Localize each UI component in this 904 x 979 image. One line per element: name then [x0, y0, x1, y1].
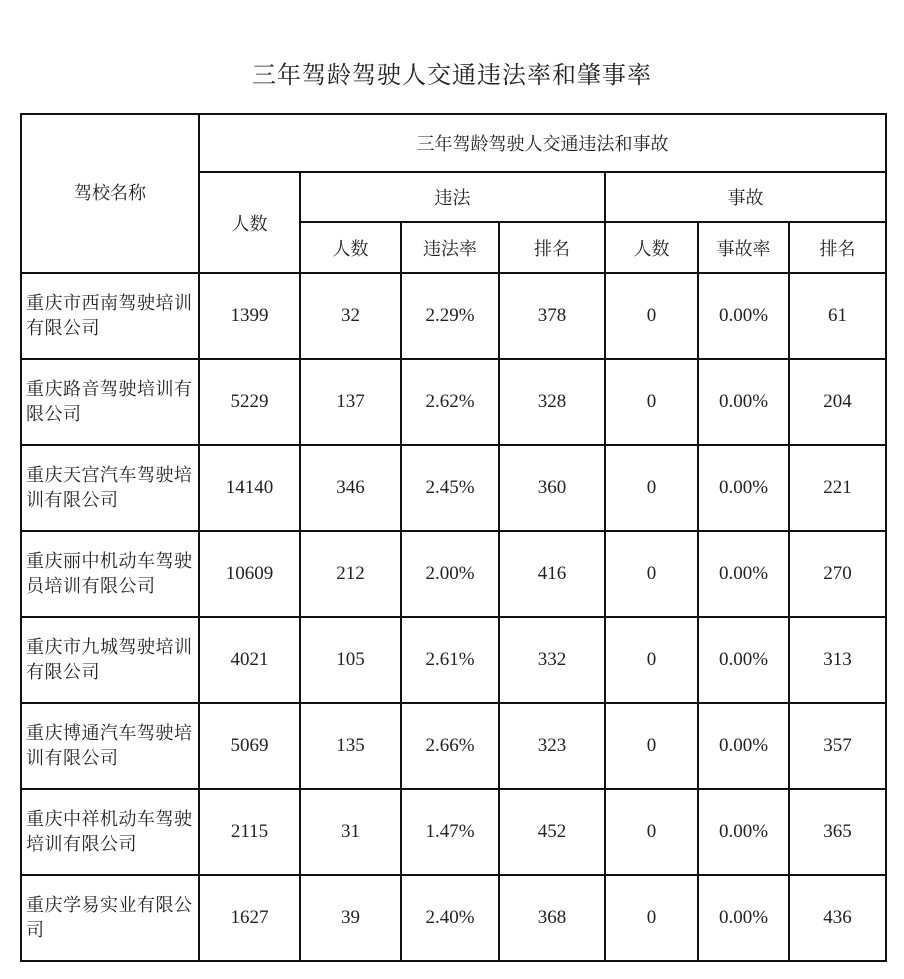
- count-cell: 2115: [199, 789, 300, 875]
- school-name-cell: 重庆市西南驾驶培训有限公司: [21, 273, 199, 359]
- school-name-cell: 重庆学易实业有限公司: [21, 875, 199, 961]
- v-count-cell: 105: [300, 617, 401, 703]
- school-name-cell: 重庆中祥机动车驾驶培训有限公司: [21, 789, 199, 875]
- v-count-cell: 39: [300, 875, 401, 961]
- a-rank-cell: 270: [789, 531, 886, 617]
- v-rate-cell: 2.45%: [401, 445, 499, 531]
- header-accident-rate: 事故率: [698, 222, 789, 273]
- a-rank-cell: 61: [789, 273, 886, 359]
- a-rate-cell: 0.00%: [698, 703, 789, 789]
- a-count-cell: 0: [605, 445, 698, 531]
- v-rank-cell: 378: [499, 273, 605, 359]
- header-group: 三年驾龄驾驶人交通违法和事故: [199, 114, 886, 172]
- table-row: [21, 789, 886, 875]
- a-count-cell: 0: [605, 875, 698, 961]
- statistics-table: [20, 113, 887, 962]
- a-rate-cell: 0.00%: [698, 531, 789, 617]
- v-rate-cell: 2.40%: [401, 875, 499, 961]
- header-violation-rank: 排名: [499, 222, 605, 273]
- header-school-name: 驾校名称: [21, 114, 199, 273]
- v-count-cell: 32: [300, 273, 401, 359]
- a-rate-cell: 0.00%: [698, 617, 789, 703]
- a-rank-cell: 365: [789, 789, 886, 875]
- v-rate-cell: 2.61%: [401, 617, 499, 703]
- count-cell: 1399: [199, 273, 300, 359]
- a-rate-cell: 0.00%: [698, 445, 789, 531]
- table-row: [21, 445, 886, 531]
- a-rank-cell: 204: [789, 359, 886, 445]
- a-count-cell: 0: [605, 617, 698, 703]
- count-cell: 5229: [199, 359, 300, 445]
- school-name-cell: 重庆博通汽车驾驶培训有限公司: [21, 703, 199, 789]
- table-row: [21, 703, 886, 789]
- v-rate-cell: 2.00%: [401, 531, 499, 617]
- header-violation-rate: 违法率: [401, 222, 499, 273]
- a-count-cell: 0: [605, 789, 698, 875]
- a-count-cell: 0: [605, 359, 698, 445]
- a-count-cell: 0: [605, 273, 698, 359]
- a-count-cell: 0: [605, 531, 698, 617]
- a-rate-cell: 0.00%: [698, 789, 789, 875]
- count-cell: 1627: [199, 875, 300, 961]
- v-count-cell: 31: [300, 789, 401, 875]
- v-rate-cell: 2.66%: [401, 703, 499, 789]
- v-rate-cell: 2.29%: [401, 273, 499, 359]
- school-name-cell: 重庆天宫汽车驾驶培训有限公司: [21, 445, 199, 531]
- v-count-cell: 135: [300, 703, 401, 789]
- v-rank-cell: 360: [499, 445, 605, 531]
- header-count: 人数: [199, 172, 300, 273]
- v-rank-cell: 332: [499, 617, 605, 703]
- table-row: [21, 531, 886, 617]
- table-row: [21, 617, 886, 703]
- school-name-cell: 重庆市九城驾驶培训有限公司: [21, 617, 199, 703]
- count-cell: 4021: [199, 617, 300, 703]
- v-rank-cell: 452: [499, 789, 605, 875]
- v-count-cell: 346: [300, 445, 401, 531]
- a-rate-cell: 0.00%: [698, 273, 789, 359]
- a-rate-cell: 0.00%: [698, 359, 789, 445]
- header-violation-count: 人数: [300, 222, 401, 273]
- school-name-cell: 重庆丽中机动车驾驶员培训有限公司: [21, 531, 199, 617]
- count-cell: 14140: [199, 445, 300, 531]
- table-row: [21, 875, 886, 961]
- header-accident-rank: 排名: [789, 222, 886, 273]
- a-rank-cell: 313: [789, 617, 886, 703]
- header-violation: 违法: [300, 172, 605, 222]
- a-rank-cell: 221: [789, 445, 886, 531]
- v-rate-cell: 1.47%: [401, 789, 499, 875]
- v-rate-cell: 2.62%: [401, 359, 499, 445]
- document-title: 三年驾龄驾驶人交通违法率和肇事率: [252, 61, 652, 89]
- count-cell: 10609: [199, 531, 300, 617]
- school-name-cell: 重庆路音驾驶培训有限公司: [21, 359, 199, 445]
- v-count-cell: 137: [300, 359, 401, 445]
- header-accident: 事故: [605, 172, 886, 222]
- a-rank-cell: 436: [789, 875, 886, 961]
- v-rank-cell: 368: [499, 875, 605, 961]
- v-rank-cell: 328: [499, 359, 605, 445]
- a-count-cell: 0: [605, 703, 698, 789]
- v-count-cell: 212: [300, 531, 401, 617]
- a-rank-cell: 357: [789, 703, 886, 789]
- a-rate-cell: 0.00%: [698, 875, 789, 961]
- table-row: [21, 359, 886, 445]
- table-row: [21, 273, 886, 359]
- v-rank-cell: 323: [499, 703, 605, 789]
- v-rank-cell: 416: [499, 531, 605, 617]
- header-accident-count: 人数: [605, 222, 698, 273]
- count-cell: 5069: [199, 703, 300, 789]
